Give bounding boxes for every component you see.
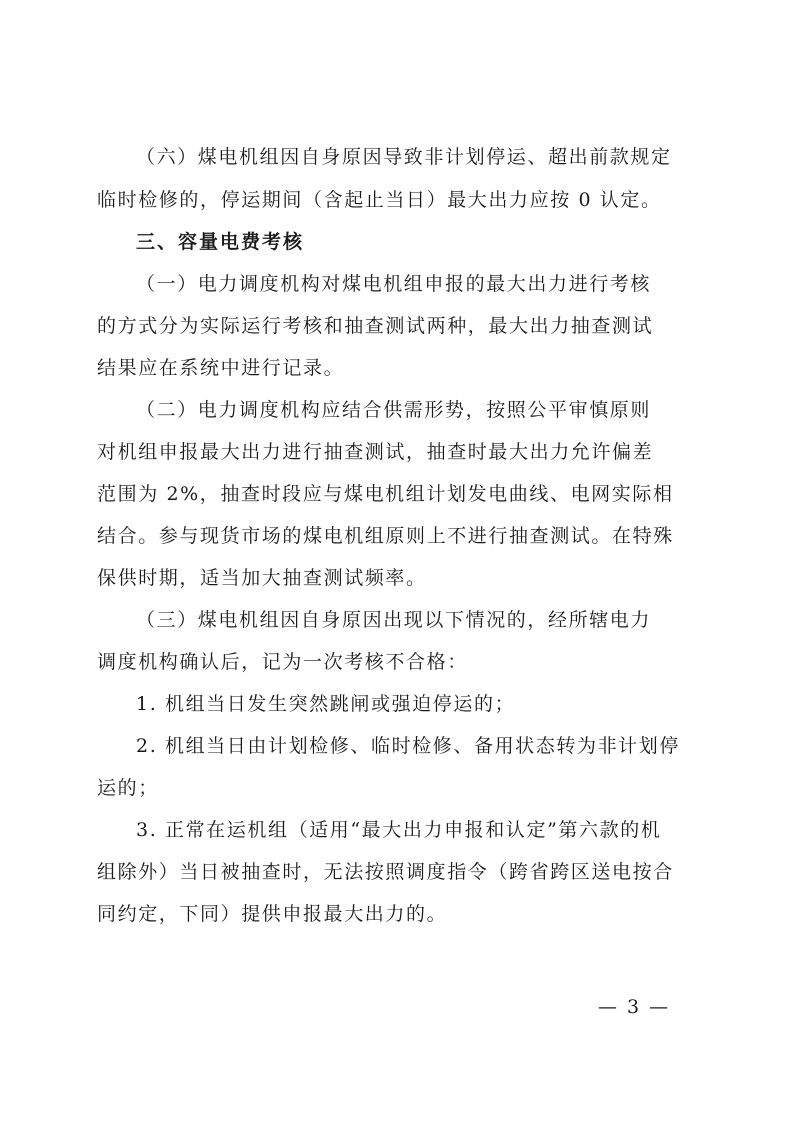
page-number: — 3 — [598,996,671,1018]
list-item-2-line-2: 运的； [97,777,159,799]
paragraph-3-line-2: 调度机构确认后，记为一次考核不合格： [97,651,468,673]
paragraph-6-line-2: 临时检修的，停运期间（含起止当日）最大出力应按 0 认定。 [97,189,662,211]
section-heading-capacity-fee-assessment: 三、容量电费考核 [136,231,305,253]
list-item-2-line-1: 2. 机组当日由计划检修、临时检修、备用状态转为非计划停 [136,735,680,757]
paragraph-3-line-1: （三）煤电机组因自身原因出现以下情况的，经所辖电力 [136,609,652,631]
paragraph-1-line-1: （一）电力调度机构对煤电机组申报的最大出力进行考核 [136,273,652,295]
paragraph-2-line-2: 对机组申报最大出力进行抽查测试，抽查时最大出力允许偏差 [97,441,654,463]
list-item-3-line-2: 组除外）当日被抽查时，无法按照调度指令（跨省跨区送电按合 [97,861,674,883]
list-item-3-line-1: 3. 正常在运机组（适用“最大出力申报和认定”第六款的机 [136,819,662,841]
paragraph-2-line-4: 结合。参与现货市场的煤电机组原则上不进行抽查测试。在特殊 [97,525,674,547]
paragraph-1-line-3: 结果应在系统中进行记录。 [97,357,345,379]
paragraph-2-line-1: （二）电力调度机构应结合供需形势，按照公平审慎原则 [136,399,652,421]
list-item-1: 1. 机组当日发生突然跳闸或强迫停运的； [136,693,516,715]
paragraph-2-line-3: 范围为 2%，抽查时段应与煤电机组计划发电曲线、电网实际相 [97,483,674,505]
paragraph-6-line-1: （六）煤电机组因自身原因导致非计划停运、超出前款规定 [136,146,672,168]
paragraph-2-line-5: 保供时期，适当加大抽查测试频率。 [97,567,427,589]
list-item-3-line-3: 同约定，下同）提供申报最大出力的。 [97,903,448,925]
paragraph-1-line-2: 的方式分为实际运行考核和抽查测试两种，最大出力抽查测试 [97,315,654,337]
